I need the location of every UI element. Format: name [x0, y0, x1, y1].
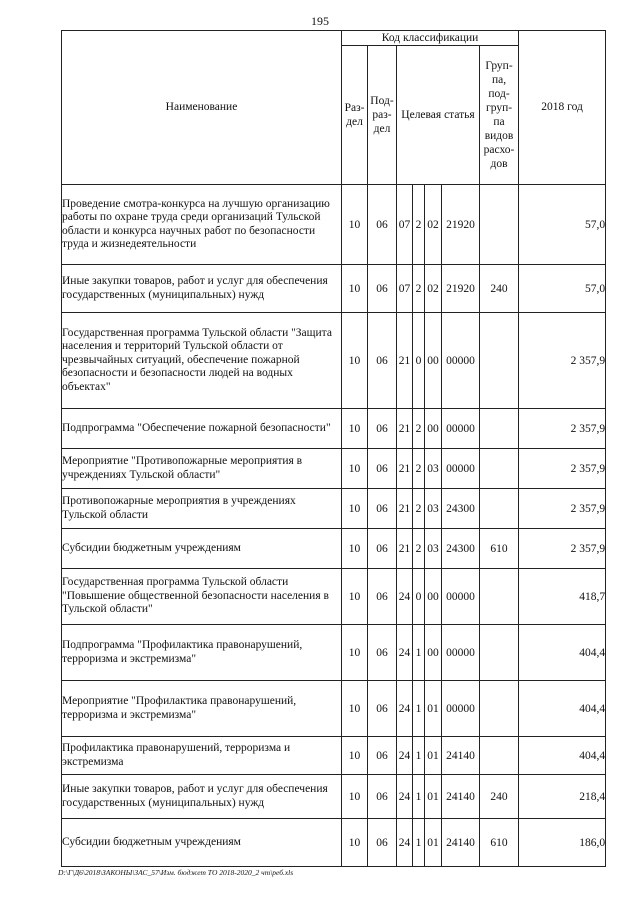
cell-t4: 21920 [442, 265, 480, 313]
cell-rz: 10 [342, 775, 368, 819]
cell-t1: 21 [397, 409, 413, 449]
cell-t2: 2 [413, 529, 425, 569]
cell-vr [480, 681, 519, 737]
cell-t1: 07 [397, 185, 413, 265]
cell-t3: 01 [425, 737, 442, 775]
table-row [62, 569, 606, 625]
cell-vr [480, 625, 519, 681]
table-row [62, 313, 606, 409]
cell-t3: 03 [425, 449, 442, 489]
header-row-top [62, 31, 606, 46]
header-razdel: Раз- дел [342, 46, 368, 185]
table-row [62, 625, 606, 681]
cell-sum: 404,4 [519, 681, 606, 737]
cell-sum: 186,0 [519, 819, 606, 867]
header-group: Груп- па, под- груп- па видов расхо- дов [480, 46, 519, 185]
cell-t4: 24300 [442, 529, 480, 569]
cell-t3: 00 [425, 569, 442, 625]
cell-rz: 10 [342, 313, 368, 409]
table-row [62, 489, 606, 529]
cell-t4: 00000 [442, 409, 480, 449]
cell-name: Иные закупки товаров, работ и услуг для обеспечения государственных (муниципальных) нужд [62, 265, 342, 313]
cell-vr [480, 737, 519, 775]
cell-t4: 21920 [442, 185, 480, 265]
table-row [62, 449, 606, 489]
cell-t1: 24 [397, 775, 413, 819]
cell-rz: 10 [342, 569, 368, 625]
cell-sum: 418,7 [519, 569, 606, 625]
cell-name: Проведение смотра-конкурса на лучшую организацию работы по охране труда среди организаций Тульской области и конкурса научных работ по безопасности труда и жизнедеятельности [62, 185, 342, 265]
table-row [62, 819, 606, 867]
cell-t2: 2 [413, 185, 425, 265]
cell-rz: 10 [342, 529, 368, 569]
header-podrazdel: Под- раз- дел [368, 46, 397, 185]
cell-pr: 06 [368, 529, 397, 569]
cell-t2: 2 [413, 409, 425, 449]
cell-t1: 24 [397, 625, 413, 681]
cell-vr [480, 489, 519, 529]
cell-rz: 10 [342, 625, 368, 681]
header-target: Целевая статья [397, 46, 480, 185]
cell-vr [480, 449, 519, 489]
cell-name: Мероприятие "Профилактика правонарушений, терроризма и экстремизма" [62, 681, 342, 737]
cell-name: Профилактика правонарушений, терроризма и экстремизма [62, 737, 342, 775]
cell-t1: 07 [397, 265, 413, 313]
table-row [62, 775, 606, 819]
cell-rz: 10 [342, 449, 368, 489]
cell-t3: 00 [425, 313, 442, 409]
cell-pr: 06 [368, 265, 397, 313]
cell-t4: 00000 [442, 681, 480, 737]
cell-sum: 2 357,9 [519, 313, 606, 409]
cell-t4: 00000 [442, 625, 480, 681]
cell-t3: 01 [425, 819, 442, 867]
cell-pr: 06 [368, 775, 397, 819]
table-row [62, 681, 606, 737]
cell-pr: 06 [368, 409, 397, 449]
cell-sum: 404,4 [519, 625, 606, 681]
cell-sum: 2 357,9 [519, 449, 606, 489]
cell-vr [480, 409, 519, 449]
table-row [62, 265, 606, 313]
cell-sum: 57,0 [519, 265, 606, 313]
cell-sum: 2 357,9 [519, 529, 606, 569]
cell-rz: 10 [342, 681, 368, 737]
cell-t1: 24 [397, 737, 413, 775]
cell-t4: 00000 [442, 449, 480, 489]
cell-t3: 03 [425, 529, 442, 569]
cell-pr: 06 [368, 625, 397, 681]
cell-t3: 01 [425, 775, 442, 819]
header-year: 2018 год [519, 31, 606, 185]
cell-t3: 02 [425, 265, 442, 313]
cell-rz: 10 [342, 489, 368, 529]
cell-sum: 57,0 [519, 185, 606, 265]
table-row [62, 409, 606, 449]
cell-t2: 1 [413, 737, 425, 775]
cell-t2: 2 [413, 265, 425, 313]
cell-sum: 2 357,9 [519, 489, 606, 529]
cell-t2: 1 [413, 625, 425, 681]
cell-name: Иные закупки товаров, работ и услуг для обеспечения государственных (муниципальных) нужд [62, 775, 342, 819]
cell-sum: 218,4 [519, 775, 606, 819]
cell-vr: 240 [480, 775, 519, 819]
table-row [62, 529, 606, 569]
cell-vr [480, 569, 519, 625]
cell-t2: 1 [413, 681, 425, 737]
cell-pr: 06 [368, 737, 397, 775]
cell-t3: 02 [425, 185, 442, 265]
cell-t1: 24 [397, 681, 413, 737]
cell-name: Подпрограмма "Обеспечение пожарной безопасности" [62, 409, 342, 449]
cell-sum: 2 357,9 [519, 409, 606, 449]
cell-pr: 06 [368, 489, 397, 529]
cell-t3: 00 [425, 409, 442, 449]
cell-sum: 404,4 [519, 737, 606, 775]
cell-t4: 24300 [442, 489, 480, 529]
cell-t2: 0 [413, 569, 425, 625]
cell-name: Мероприятие "Противопожарные мероприятия в учреждениях Тульской области" [62, 449, 342, 489]
cell-t4: 00000 [442, 569, 480, 625]
cell-vr [480, 185, 519, 265]
cell-rz: 10 [342, 819, 368, 867]
header-code: Код классификации [342, 31, 519, 46]
cell-rz: 10 [342, 737, 368, 775]
cell-t2: 1 [413, 819, 425, 867]
cell-t2: 1 [413, 775, 425, 819]
cell-name: Субсидии бюджетным учреждениям [62, 529, 342, 569]
cell-t1: 21 [397, 313, 413, 409]
cell-rz: 10 [342, 265, 368, 313]
cell-t1: 24 [397, 819, 413, 867]
cell-t2: 0 [413, 313, 425, 409]
cell-vr: 240 [480, 265, 519, 313]
cell-t1: 21 [397, 529, 413, 569]
cell-pr: 06 [368, 313, 397, 409]
cell-t1: 21 [397, 489, 413, 529]
cell-name: Подпрограмма "Профилактика правонарушений, терроризма и экстремизма" [62, 625, 342, 681]
cell-t1: 21 [397, 449, 413, 489]
cell-name: Противопожарные мероприятия в учреждениях Тульской области [62, 489, 342, 529]
cell-t3: 01 [425, 681, 442, 737]
cell-pr: 06 [368, 681, 397, 737]
cell-name: Субсидии бюджетным учреждениям [62, 819, 342, 867]
header-name: Наименование [62, 31, 342, 185]
cell-pr: 06 [368, 449, 397, 489]
table-row [62, 185, 606, 265]
cell-name: Государственная программа Тульской области "Повышение общественной безопасности населения в Тульской области" [62, 569, 342, 625]
cell-vr: 610 [480, 819, 519, 867]
cell-t4: 24140 [442, 775, 480, 819]
cell-pr: 06 [368, 185, 397, 265]
budget-table [61, 30, 606, 867]
cell-vr [480, 313, 519, 409]
cell-t2: 2 [413, 449, 425, 489]
cell-rz: 10 [342, 185, 368, 265]
cell-vr: 610 [480, 529, 519, 569]
cell-rz: 10 [342, 409, 368, 449]
table-row [62, 737, 606, 775]
cell-name: Государственная программа Тульской области "Защита населения и территорий Тульской области от чрезвычайных ситуаций, обеспечение пожарной безопасности и безопасности людей на водных объектах" [62, 313, 342, 409]
cell-t3: 03 [425, 489, 442, 529]
cell-t4: 00000 [442, 313, 480, 409]
page-number: 195 [311, 14, 329, 28]
file-path-footer: D:\Г\Д6\2018\ЗАКОНЫ\ЗАС_57\Изм. бюджет ТО 2018-2020_2 чт\реб.xls [58, 868, 294, 877]
cell-t4: 24140 [442, 819, 480, 867]
cell-pr: 06 [368, 569, 397, 625]
cell-t1: 24 [397, 569, 413, 625]
cell-t2: 2 [413, 489, 425, 529]
cell-t4: 24140 [442, 737, 480, 775]
cell-pr: 06 [368, 819, 397, 867]
cell-t3: 00 [425, 625, 442, 681]
